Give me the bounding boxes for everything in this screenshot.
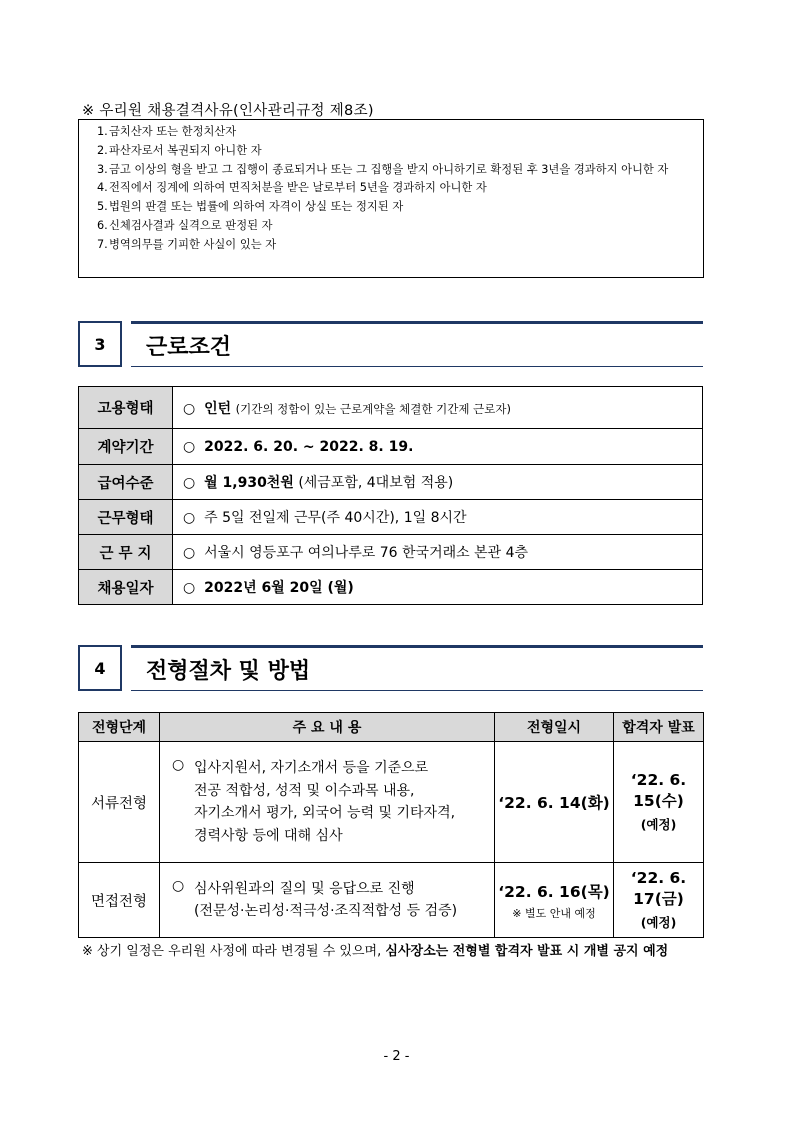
content-cell: ○ 심사위원과의 질의 및 응답으로 진행 (전문성·논리성·적극성·조직적합성 등 검증) [160,863,495,938]
stage-cell: 면접전형 [79,863,160,938]
section-title: 전형절차 및 방법 [146,659,311,684]
table-row [79,863,704,938]
row-label: 고용형태 [79,387,173,429]
table-row [79,387,703,429]
table-row [79,465,703,500]
section-3-header [78,321,703,369]
list-item: 5. 법원의 판결 또는 법률에 의하여 자격이 상실 또는 정지된 자 [97,200,404,214]
table-row [79,742,704,863]
disqualification-list [78,119,704,278]
list-item: 1. 금치산자 또는 한정치산자 [97,125,237,138]
selection-procedure-table [78,712,704,938]
list-item: 4. 전직에서 징계에 의하여 면직처분을 받은 날로부터 5년을 경과하지 아니한 자 [97,181,487,195]
section-divider [131,690,703,691]
page-number: - 2 - [383,1049,410,1064]
row-label: 근 무 지 [79,535,173,570]
table-row [79,570,703,605]
list-item: 2. 파산자로서 복권되지 아니한 자 [97,143,262,157]
row-label: 채용일자 [79,570,173,605]
result-cell: ‘22. 6. 17(금) (예정) [614,863,704,938]
row-value: ○ 인턴 (기간의 정함이 있는 근로계약을 체결한 기간제 근로자) [173,387,703,429]
disqualification-title: ※ 우리원 채용결격사유(인사관리규정 제8조) [82,103,374,119]
stage-cell: 서류전형 [79,742,160,863]
content-cell: ○ 입사지원서, 자기소개서 등을 기준으로 전공 적합성, 성적 및 이수과목 내용, 자기소개서 평가, 외국어 능력 및 기타자격, 경력사항 등에 대해 심사 [160,742,495,863]
list-item: 3. 금고 이상의 형을 받고 그 집행이 종료되거나 또는 그 집행을 받지 아니하기로 확정된 후 3년을 경과하지 아니한 자 [97,162,669,176]
section-number-box: 3 [78,321,122,367]
section-title: 근로조건 [146,335,232,360]
date-cell: ‘22. 6. 14(화) [495,742,614,863]
result-cell: ‘22. 6. 15(수) (예정) [614,742,704,863]
table-row [79,535,703,570]
table-row [79,500,703,535]
date-cell: ‘22. 6. 16(목) ※ 별도 안내 예정 [495,863,614,938]
column-header: 전형일시 [495,713,614,742]
row-value: ○ 2022년 6월 20일 (월) [173,570,703,605]
column-header: 합격자 발표 [614,713,704,742]
work-conditions-table [78,386,703,605]
table-row [79,429,703,465]
row-value: ○ 주 5일 전일제 근무(주 40시간), 1일 8시간 [173,500,703,535]
section-4-header [78,645,703,693]
row-value: ○ 2022. 6. 20. ~ 2022. 8. 19. [173,429,703,465]
section-number-box: 4 [78,645,122,691]
row-value: ○ 서울시 영등포구 여의나루로 76 한국거래소 본관 4층 [173,535,703,570]
list-item: 7. 병역의무를 기피한 사실이 있는 자 [97,237,277,251]
section-divider [131,321,703,324]
section-divider [131,645,703,648]
row-value: ○ 월 1,930천원 (세금포함, 4대보험 적용) [173,465,703,500]
list-item: 6. 신체검사결과 실격으로 판정된 자 [97,218,273,232]
table-header-row [79,713,704,742]
column-header: 전형단계 [79,713,160,742]
schedule-footnote: ※ 상기 일정은 우리원 사정에 따라 변경될 수 있으며, 심사장소는 전형별 합격자 발표 시 개별 공지 예정 [82,944,669,959]
column-header: 주 요 내 용 [160,713,495,742]
row-label: 계약기간 [79,429,173,465]
row-label: 급여수준 [79,465,173,500]
row-label: 근무형태 [79,500,173,535]
section-divider [131,366,703,367]
